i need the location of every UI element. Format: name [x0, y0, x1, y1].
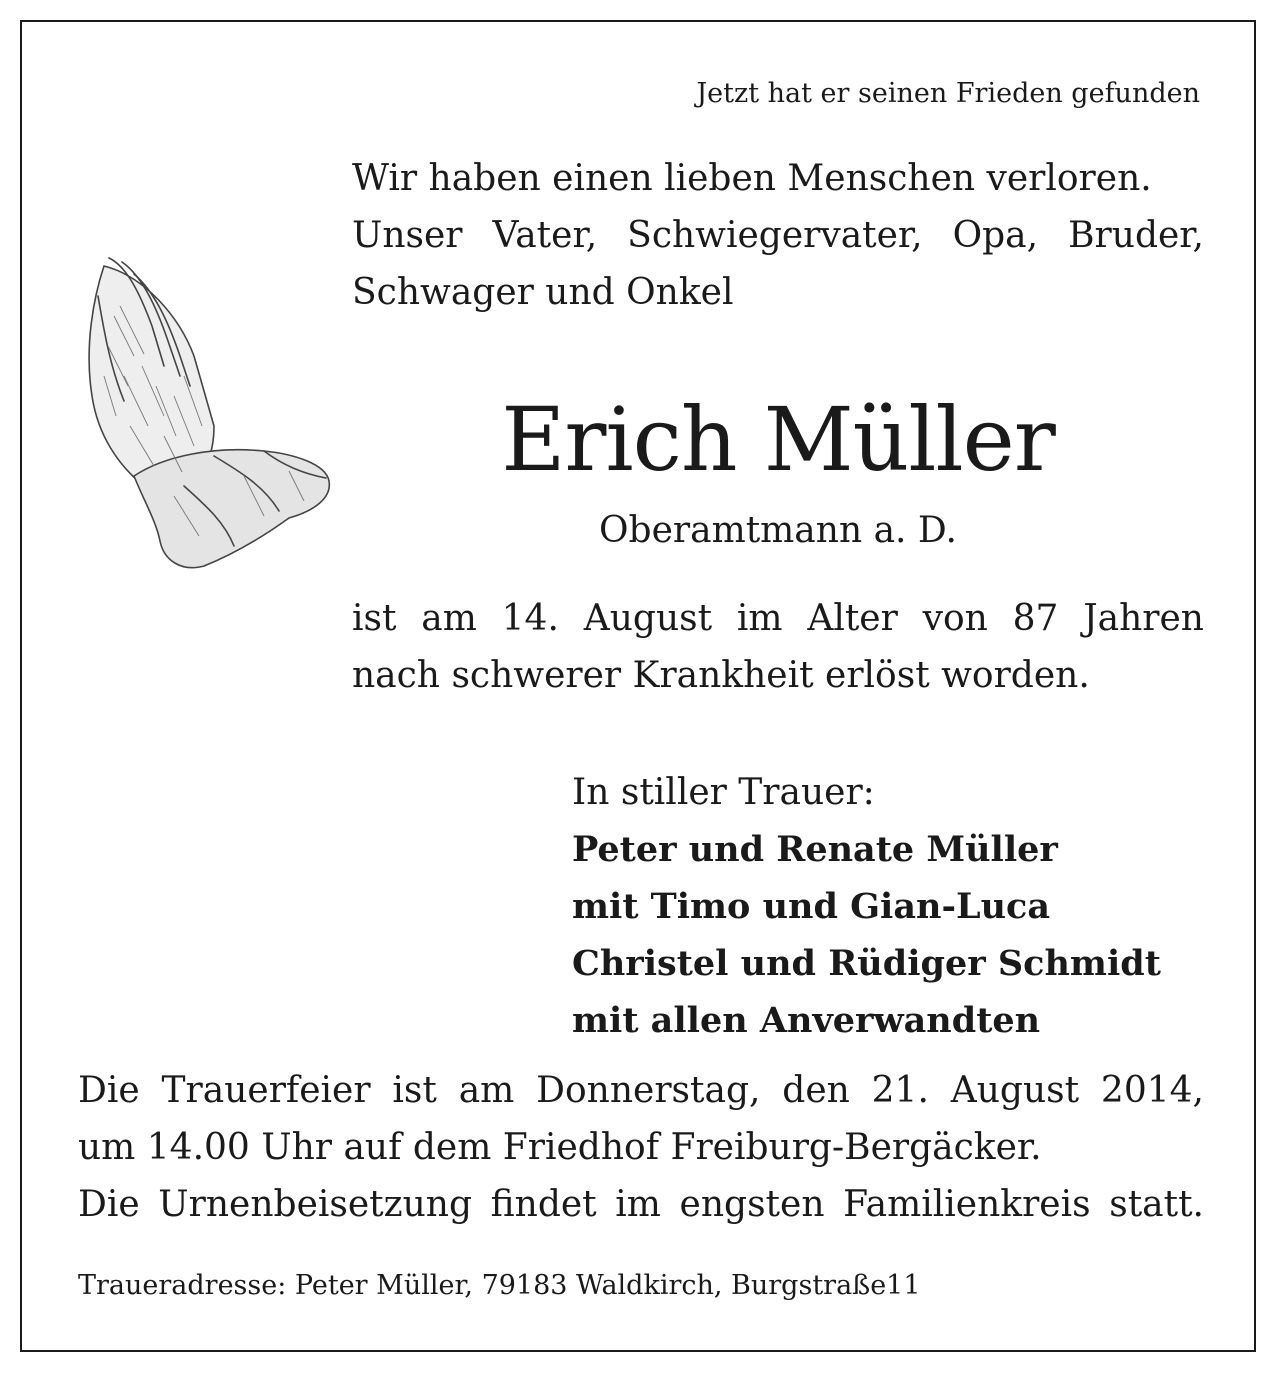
mourners-block [572, 764, 1161, 1049]
intro-line: Wir haben einen lieben Menschen verloren. [352, 158, 1152, 199]
deceased-name: Erich Müller [501, 388, 1055, 491]
ceremony-line: Die Trauerfeier ist am Donnerstag, den 21. August 2014, [78, 1070, 1204, 1111]
praying-hands-icon [64, 236, 334, 576]
deceased-title: Oberamtmann a. D. [599, 510, 957, 551]
mourner-name: Christel und Rüdiger Schmidt [572, 943, 1161, 984]
obituary-frame [20, 20, 1256, 1352]
ceremony-line: Die Urnenbeisetzung findet im engsten Familienkreis statt. [78, 1184, 1204, 1225]
mourning-heading: In stiller Trauer: [572, 772, 875, 813]
motto: Jetzt hat er seinen Frieden gefunden [696, 78, 1200, 109]
mourner-name: mit allen Anverwandten [572, 1000, 1041, 1041]
mourner-name: Peter und Renate Müller [572, 829, 1058, 870]
intro-line: Unser Vater, Schwiegervater, Opa, Bruder, [352, 215, 1204, 256]
mourning-address: Traueradresse: Peter Müller, 79183 Waldkirch, Burgstraße11 [78, 1270, 921, 1301]
mourner-name: mit Timo und Gian-Luca [572, 886, 1051, 927]
ceremony-line: um 14.00 Uhr auf dem Friedhof Freiburg-Bergäcker. [78, 1127, 1042, 1168]
ceremony-text [78, 1062, 1204, 1233]
death-notice [352, 590, 1204, 704]
intro-text [352, 150, 1204, 321]
death-notice-line: ist am 14. August im Alter von 87 Jahren [352, 598, 1204, 639]
death-notice-line: nach schwerer Krankheit erlöst worden. [352, 655, 1090, 696]
intro-line: Schwager und Onkel [352, 272, 734, 313]
